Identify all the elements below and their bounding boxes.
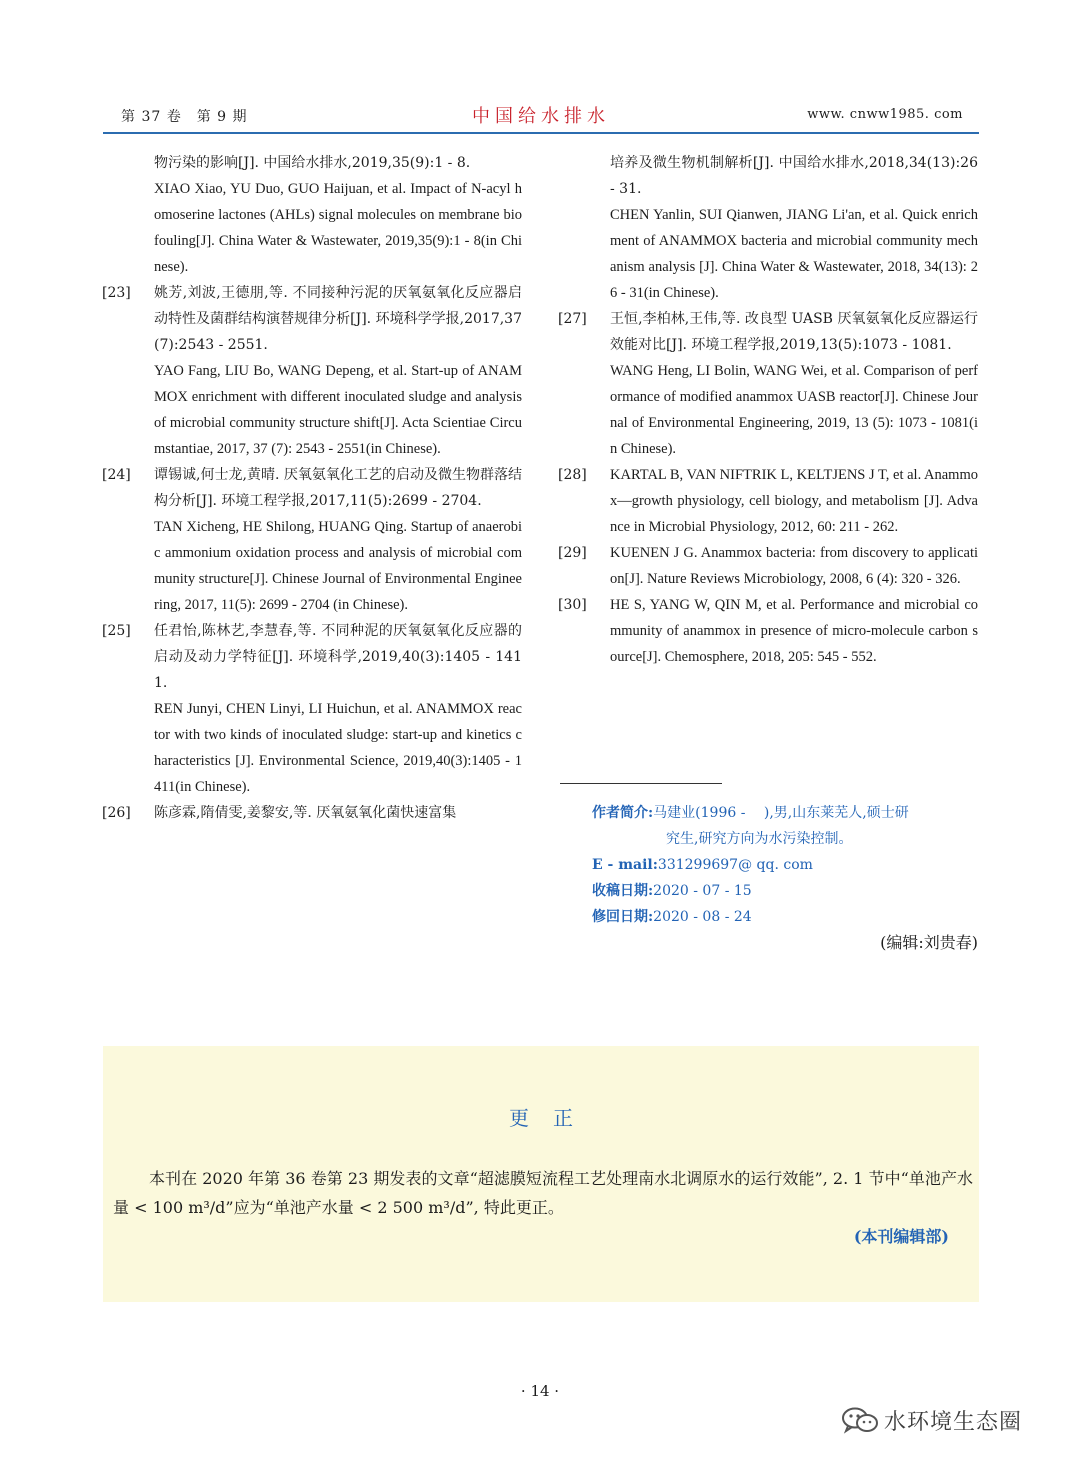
reference-26-cont bbox=[558, 150, 978, 306]
reference-en: YAO Fang, LIU Bo, WANG Depeng, et al. Start-up of ANAMMOX enrichment with different inoculated sludge and analysis of microbial community structure shift[J]. Acta Scientiae Circumstantiae, 2017, 37 (7): 2543 - 2551(in Chinese). bbox=[154, 363, 522, 457]
wechat-icon bbox=[840, 1406, 880, 1434]
correction-notice bbox=[103, 1046, 979, 1302]
reference-number: [23] bbox=[102, 285, 131, 301]
reference-27 bbox=[558, 306, 978, 462]
reference-zh: 陈彦霖,隋倩雯,姜黎安,等. 厌氧氨氧化菌快速富集 bbox=[154, 805, 457, 821]
reference-en: HE S, YANG W, QIN M, et al. Performance and microbial community of anammox in presence of micro-molecule carbon source[J]. Chemosphere, 2018, 205: 545 - 552. bbox=[610, 597, 978, 665]
journal-title: 中国给水排水 bbox=[472, 106, 610, 127]
wechat-watermark bbox=[840, 1402, 1050, 1438]
reference-26 bbox=[102, 800, 522, 826]
correction-signature: (本刊编辑部) bbox=[853, 1227, 949, 1246]
references-right-column bbox=[558, 150, 978, 670]
reference-en: KARTAL B, VAN NIFTRIK L, KELTJENS J T, et al. Anammox—growth physiology, cell biology, and metabolism [J]. Advance in Microbial Physiology, 2012, 60: 211 - 262. bbox=[610, 467, 978, 535]
reference-zh: 培养及微生物机制解析[J]. 中国给水排水,2018,34(13):26 - 31. bbox=[610, 155, 978, 197]
reference-number: [26] bbox=[102, 805, 131, 821]
correction-text: 本刊在 2020 年第 36 卷第 23 期发表的文章“超滤膜短流程工艺处理南水北调原水的运行效能”, 2. 1 节中“单池产水量 < 100 m³/d”应为“单池产水量 < 2 500 m³/d”, 特此更正。 bbox=[113, 1169, 973, 1217]
page-number: · 14 · bbox=[520, 1382, 560, 1400]
page-header bbox=[103, 100, 979, 134]
reference-zh: 任君怡,陈林艺,李慧春,等. 不同种泥的厌氧氨氧化反应器的启动及动力学特征[J]. 环境科学,2019,40(3):1405 - 1411. bbox=[154, 623, 522, 691]
reference-number: [28] bbox=[558, 467, 587, 483]
bio-text: 马建业(1996 - ),男,山东莱芜人,硕士研 bbox=[653, 805, 909, 821]
reference-zh: 姚芳,刘波,王德朋,等. 不同接种污泥的厌氧氨氧化反应器启动特性及菌群结构演替规律分析[J]. 环境科学学报,2017,37(7):2543 - 2551. bbox=[154, 285, 522, 353]
received-label: 收稿日期: bbox=[592, 883, 654, 899]
editor-note: (编辑:刘贵春) bbox=[880, 933, 978, 952]
email-value[interactable]: 331299697@ qq. com bbox=[657, 857, 813, 873]
reference-24 bbox=[102, 462, 522, 618]
reference-en: XIAO Xiao, YU Duo, GUO Haijuan, et al. Impact of N-acyl homoserine lactones (AHLs) signal molecules on membrane biofouling[J]. China Water & Wastewater, 2019,35(9):1 - 8(in Chinese). bbox=[154, 181, 522, 275]
reference-25 bbox=[102, 618, 522, 800]
reference-en: TAN Xicheng, HE Shilong, HUANG Qing. Startup of anaerobic ammonium oxidation process and analysis of microbial community structure[J]. Chinese Journal of Environmental Engineering, 2017, 11(5): 2699 - 2704 (in Chinese). bbox=[154, 519, 522, 613]
reference-29 bbox=[558, 540, 978, 592]
author-bio bbox=[592, 800, 980, 826]
email-label: E - mail: bbox=[592, 857, 658, 873]
volume-issue: 第 37 卷 第 9 期 bbox=[121, 109, 248, 125]
reference-en: CHEN Yanlin, SUI Qianwen, JIANG Li'an, et al. Quick enrichment of ANAMMOX bacteria and microbial community mechanism analysis [J]. China Water & Wastewater, 2018, 34(13): 26 - 31(in Chinese). bbox=[610, 207, 978, 301]
journal-website[interactable]: www. cnww1985. com bbox=[807, 107, 963, 122]
reference-number: [24] bbox=[102, 467, 131, 483]
received-value: 2020 - 07 - 15 bbox=[653, 883, 752, 899]
reference-number: [27] bbox=[558, 311, 587, 327]
bio-text-cont: 究生,研究方向为水污染控制。 bbox=[666, 831, 853, 847]
revised-value: 2020 - 08 - 24 bbox=[653, 909, 752, 925]
reference-en: REN Junyi, CHEN Linyi, LI Huichun, et al. ANAMMOX reactor with two kinds of inoculated sludge: start-up and kinetics characteristics [J]. Environmental Science, 2019,40(3):1405 - 1411(in Chinese). bbox=[154, 701, 522, 795]
reference-number: [25] bbox=[102, 623, 131, 639]
references-left-column bbox=[102, 150, 522, 826]
reference-23 bbox=[102, 280, 522, 462]
reference-28 bbox=[558, 462, 978, 540]
author-info bbox=[592, 800, 980, 930]
bio-label: 作者简介: bbox=[592, 805, 654, 821]
revised-label: 修回日期: bbox=[592, 909, 654, 925]
reference-zh: 物污染的影响[J]. 中国给水排水,2019,35(9):1 - 8. bbox=[154, 155, 471, 171]
author-email bbox=[592, 852, 980, 878]
watermark-text: 水环境生态圈 bbox=[884, 1410, 1023, 1435]
reference-zh: 谭锡诚,何士龙,黄晴. 厌氧氨氧化工艺的启动及微生物群落结构分析[J]. 环境工程学报,2017,11(5):2699 - 2704. bbox=[154, 467, 522, 509]
received-date bbox=[592, 878, 980, 904]
reference-22-cont bbox=[102, 150, 522, 280]
reference-number: [29] bbox=[558, 545, 587, 561]
reference-number: [30] bbox=[558, 597, 587, 613]
revised-date bbox=[592, 904, 980, 930]
reference-en: WANG Heng, LI Bolin, WANG Wei, et al. Comparison of performance of modified anammox UASB reactor[J]. Chinese Journal of Environmental Engineering, 2019, 13 (5): 1073 - 1081(in Chinese). bbox=[610, 363, 978, 457]
reference-zh: 王恒,李柏林,王伟,等. 改良型 UASB 厌氧氨氧化反应器运行效能对比[J]. 环境工程学报,2019,13(5):1073 - 1081. bbox=[610, 311, 978, 353]
reference-30 bbox=[558, 592, 978, 670]
reference-en: KUENEN J G. Anammox bacteria: from discovery to application[J]. Nature Reviews Microbiology, 2008, 6 (4): 320 - 326. bbox=[610, 545, 978, 587]
footnote-divider bbox=[560, 783, 722, 784]
correction-title: 更正 bbox=[509, 1106, 597, 1130]
